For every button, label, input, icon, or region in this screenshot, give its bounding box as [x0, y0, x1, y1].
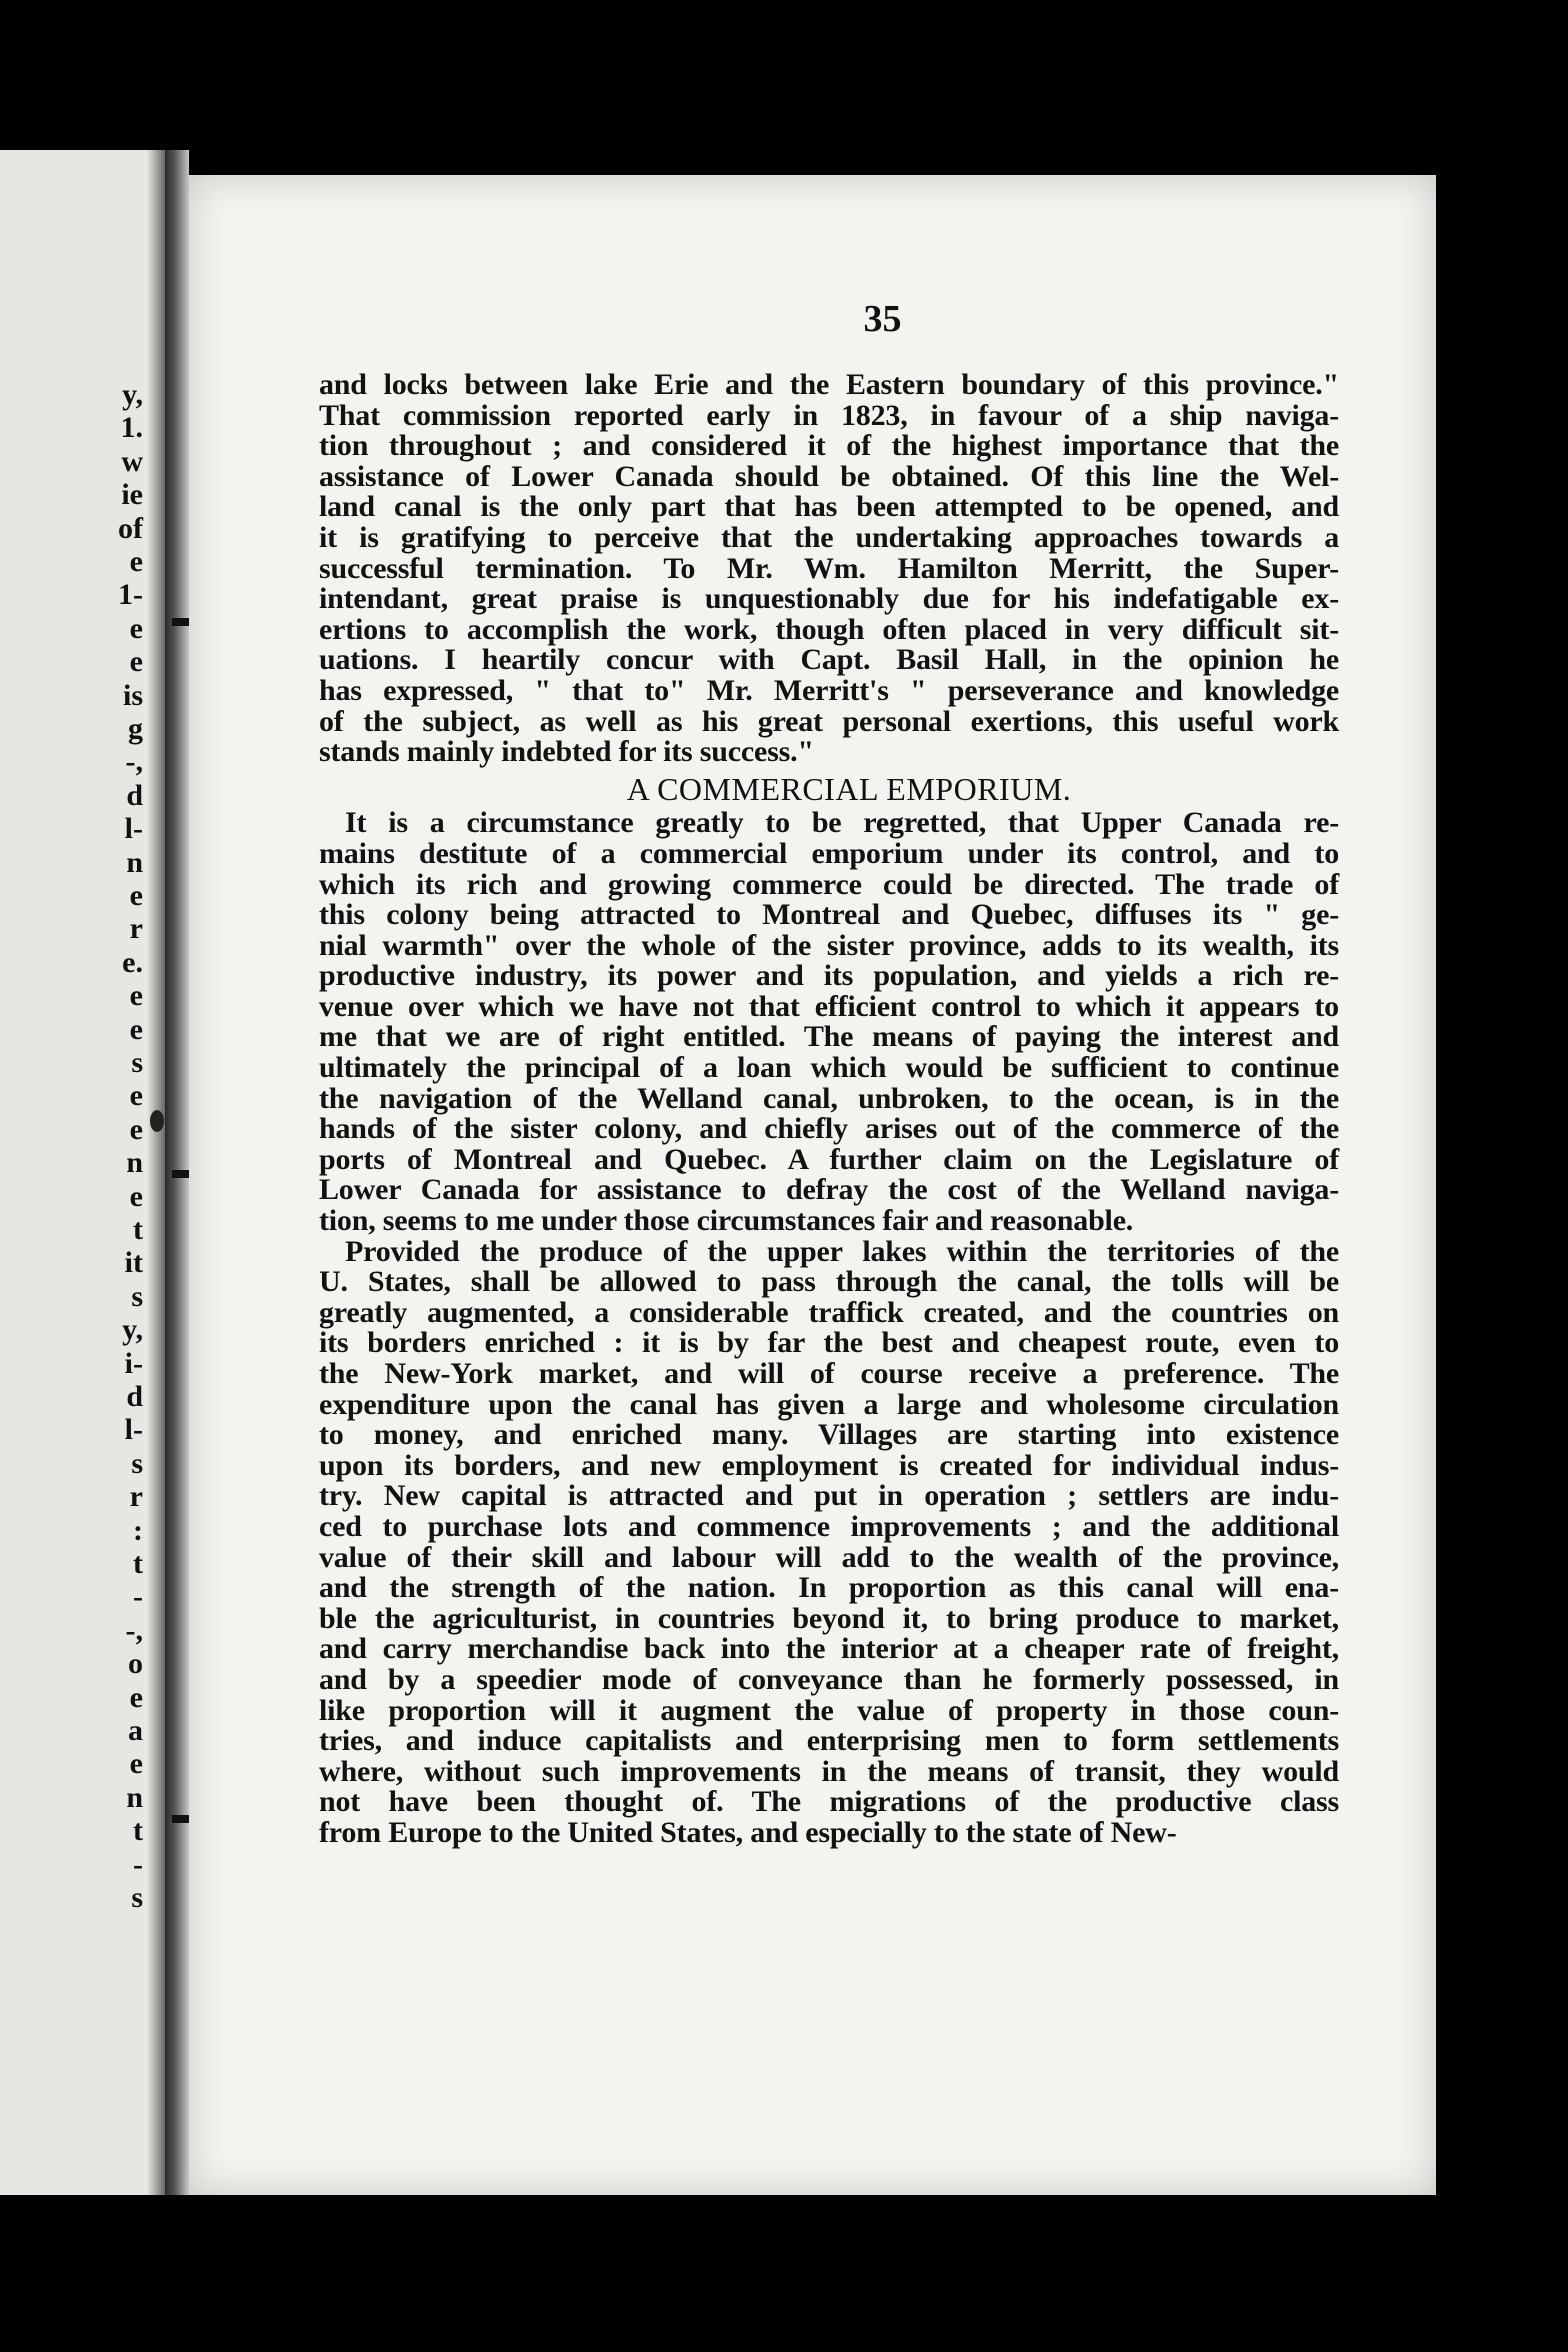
left-page-fragment: - [133, 1580, 143, 1614]
text-line: it is gratifying to perceive that the undertaking approaches towards a [319, 520, 1339, 554]
left-page-fragment: s [131, 1881, 143, 1914]
left-facing-page [0, 150, 165, 2195]
text-line: It is a circumstance greatly to be regretted, that Upper Canada re- [345, 806, 1339, 840]
text-line: tion throughout ; and considered it of the highest importance that the [319, 429, 1339, 463]
paragraph [319, 808, 1339, 1236]
left-page-fragment: l- [124, 812, 143, 846]
text-line: successful termination. To Mr. Wm. Hamilton Merritt, the Super- [319, 551, 1339, 585]
left-page-fragment: e [129, 1112, 143, 1146]
left-page-fragment: -, [125, 1613, 143, 1647]
text-line: where, without such improvements in the means of transit, they would [319, 1754, 1339, 1788]
left-page-fragment: o [128, 1647, 143, 1681]
left-page-fragment: i- [124, 1346, 143, 1380]
text-line: nial warmth" over the whole of the sister province, adds to its wealth, its [319, 928, 1339, 962]
text-line: the navigation of the Welland canal, unbroken, to the ocean, is in the [319, 1081, 1339, 1115]
left-page-fragment: r [129, 912, 143, 946]
text-line: like proportion will it augment the value of property in those coun- [319, 1693, 1339, 1727]
left-page-fragment: r [129, 1480, 143, 1514]
text-line: ble the agriculturist, in countries beyond it, to bring produce to market, [319, 1601, 1339, 1635]
text-line: tion, seems to me under those circumstances fair and reasonable. [319, 1204, 1134, 1238]
text-line: land canal is the only part that has been attempted to be opened, and [319, 490, 1339, 524]
paragraph [319, 370, 1339, 768]
left-page-fragment: n [126, 1146, 143, 1180]
main-page [189, 175, 1436, 2195]
left-page-fragment: s [131, 1046, 143, 1079]
text-line: upon its borders, and new employment is created for individual indus- [319, 1448, 1339, 1482]
text-line: not have been thought of. The migrations of the productive class [319, 1785, 1339, 1819]
left-page-fragment: - [133, 1847, 143, 1881]
left-page-fragment: is [122, 678, 143, 712]
left-page-fragment: t [133, 1213, 143, 1246]
text-line: and locks between lake Erie and the Eastern boundary of this province." [319, 368, 1339, 401]
left-page-fragment: of [118, 511, 143, 545]
left-page-fragment: e [129, 645, 143, 679]
text-line: which its rich and growing commerce could be directed. The trade of [319, 867, 1339, 901]
left-page-fragment: e. [122, 945, 143, 979]
left-page-fragment: a [128, 1714, 143, 1747]
left-page-fragment: n [126, 1780, 143, 1814]
text-line: hands of the sister colony, and chiefly arises out of the commerce of the [319, 1112, 1339, 1146]
left-page-fragment: e [129, 879, 143, 912]
text-line: intendant, great praise is unquestionably due for his indefatigable ex- [319, 582, 1339, 616]
left-page-fragment: e [129, 611, 143, 645]
left-page-fragment: w [121, 444, 143, 478]
left-page-edge-shadow [147, 150, 165, 2195]
page-body [319, 370, 1339, 1849]
left-page-fragment: e [129, 979, 143, 1013]
left-page-fragment: it [124, 1246, 143, 1280]
left-page-fragment: t [133, 1547, 143, 1580]
left-page-fragment: n [126, 845, 143, 879]
left-page-fragment: e [129, 1747, 143, 1781]
text-line: ports of Montreal and Quebec. A further claim on the Legislature of [319, 1142, 1339, 1176]
text-line: That commission reported early in 1823, in favour of a ship naviga- [319, 398, 1339, 432]
section-heading: A COMMERCIAL EMPORIUM. [626, 770, 1072, 807]
left-page-fragment: s [131, 1279, 143, 1313]
text-line: mains destitute of a commercial emporium under its control, and to [319, 836, 1339, 870]
text-line: ertions to accomplish the work, though often placed in very difficult sit- [319, 612, 1339, 646]
paragraph [319, 1234, 1339, 1849]
text-line: ultimately the principal of a loan which would be sufficient to continue [319, 1051, 1339, 1085]
text-line: this colony being attracted to Montreal and Quebec, diffuses its " ge- [319, 898, 1339, 932]
left-page-fragment: d [126, 1380, 143, 1413]
left-page-fragment: g [128, 712, 143, 745]
text-line: ced to purchase lots and commence improvements ; and the additional [319, 1509, 1339, 1543]
text-line: to money, and enriched many. Villages are starting into existence [319, 1418, 1339, 1452]
ink-blot [150, 1110, 164, 1132]
left-page-fragment: l- [124, 1413, 143, 1447]
text-line: tries, and induce capitalists and enterprising men to form settlements [319, 1724, 1339, 1758]
text-line: venue over which we have not that efficient control to which it appears to [319, 989, 1339, 1023]
text-line: the New-York market, and will of course receive a preference. The [319, 1357, 1339, 1390]
text-line: Provided the produce of the upper lakes within the territories of the [345, 1234, 1339, 1268]
text-line: productive industry, its power and its population, and yields a rich re- [319, 959, 1339, 993]
text-line: and the strength of the nation. In proportion as this canal will ena- [319, 1571, 1339, 1605]
text-line: its borders enriched : it is by far the best and cheapest route, even to [319, 1326, 1339, 1360]
left-page-fragment: e [129, 545, 143, 578]
text-line: value of their skill and labour will add to the wealth of the province, [319, 1540, 1339, 1574]
left-page-fragment: : [133, 1513, 143, 1547]
left-page-fragment: 1. [120, 411, 143, 445]
left-page-fragment: d [126, 778, 143, 812]
left-page-fragment: e [129, 1079, 143, 1113]
left-page-fragment: y, [122, 378, 143, 411]
text-line: from Europe to the United States, and especially to the state of New- [319, 1815, 1177, 1849]
left-page-fragment: -, [125, 745, 143, 779]
text-line: try. New capital is attracted and put in operation ; settlers are indu- [319, 1479, 1339, 1513]
left-page-fragment: ie [121, 478, 143, 512]
page-number: 35 [863, 298, 902, 340]
left-page-fragment: e [129, 1012, 143, 1046]
text-line: U. States, shall be allowed to pass through the canal, the tolls will be [319, 1265, 1339, 1299]
left-page-fragment: 1- [118, 578, 143, 612]
text-line: assistance of Lower Canada should be obtained. Of this line the Wel- [319, 459, 1339, 493]
text-line: Lower Canada for assistance to defray the cost of the Welland naviga- [319, 1173, 1339, 1207]
text-line: stands mainly indebted for its success." [319, 735, 814, 769]
text-line: has expressed, " that to" Mr. Merritt's " perseverance and knowledge [319, 673, 1339, 707]
text-line: expenditure upon the canal has given a large and wholesome circulation [319, 1387, 1339, 1421]
left-page-fragment: e [129, 1179, 143, 1213]
left-page-fragment: s [131, 1446, 143, 1480]
text-line: and by a speedier mode of conveyance than he formerly possessed, in [319, 1662, 1339, 1696]
text-line: me that we are of right entitled. The means of paying the interest and [319, 1020, 1339, 1054]
left-page-fragment: e [129, 1680, 143, 1714]
text-line: greatly augmented, a considerable traffick created, and the countries on [319, 1295, 1339, 1329]
text-line: and carry merchandise back into the interior at a cheaper rate of freight, [319, 1632, 1339, 1666]
text-line: of the subject, as well as his great personal exertions, this useful work [319, 704, 1339, 738]
left-page-fragment: y, [122, 1313, 143, 1347]
text-line: uations. I heartily concur with Capt. Basil Hall, in the opinion he [319, 643, 1339, 677]
left-page-fragment: t [133, 1814, 143, 1848]
